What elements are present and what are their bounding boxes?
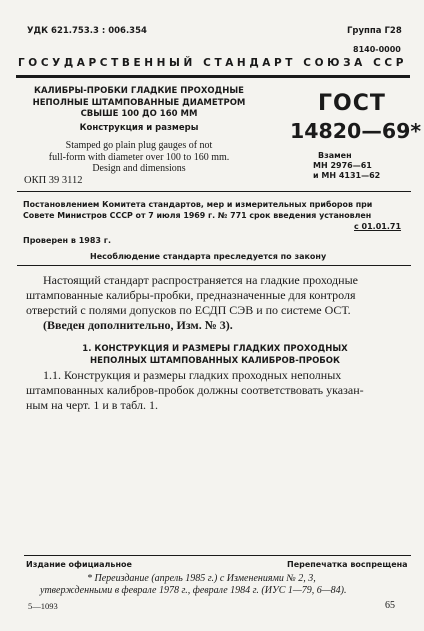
reissue-note-line: утвержденными в феврале 1978 г., феврале 1984 г. (ИУС 1—79, 6—84). <box>40 584 347 596</box>
intro-line: штампованные калибры-пробки, предназначенные для контроля <box>26 288 356 302</box>
reissue-note <box>40 573 415 596</box>
intro-line: Настоящий стандарт распространяется на гладкие проходные <box>43 273 358 287</box>
gost-number: 14820—69* <box>290 119 422 143</box>
replaces-label: Взамен <box>318 151 352 160</box>
okp-code: ОКП 39 3112 <box>24 175 83 186</box>
title-en-line: full-form with diameter over 100 to 160 mm. <box>48 151 230 163</box>
standard-banner: ГОСУДАРСТВЕННЫЙ СТАНДАРТ СОЮЗА ССР <box>18 57 408 69</box>
subtitle-ru: Конструкция и размеры <box>79 122 199 133</box>
section-rule <box>17 191 411 192</box>
section-heading-line: НЕПОЛНЫХ ШТАМПОВАННЫХ КАЛИБРОВ-ПРОБОК <box>90 356 340 366</box>
clause-line: штампованных калибров-пробок должны соответствовать указан- <box>26 383 364 397</box>
clause-line: 1.1. Конструкция и размеры гладких проходных неполных <box>43 368 342 382</box>
banner-rule <box>16 75 410 78</box>
title-en-line: Stamped go plain plug gauges of not <box>65 140 213 151</box>
decree-line: Совете Министров СССР от 7 июля 1969 г. № 771 срок введения установлен <box>23 211 372 220</box>
product-code: 8140-0000 <box>353 45 401 54</box>
title-ru-line: СВЫШЕ 100 ДО 160 ММ <box>80 109 198 119</box>
reissue-note-line: * Переиздание (апрель 1985 г.) с Изменениями № 2, 3, <box>87 573 316 584</box>
print-code: 5—1093 <box>28 601 58 611</box>
clause-line: ным на черт. 1 и в табл. 1. <box>26 398 158 412</box>
decree-rule <box>17 265 411 266</box>
effective-date: с 01.01.71 <box>354 222 402 231</box>
clause-1-1 <box>26 368 404 413</box>
replaces-doc-2: и МН 4131—62 <box>313 171 381 180</box>
decree <box>23 199 413 221</box>
decree-line: Постановлением Комитета стандартов, мер и измерительных приборов при <box>23 200 373 209</box>
title-ru-line: КАЛИБРЫ-ПРОБКИ ГЛАДКИЕ ПРОХОДНЫЕ <box>34 86 244 96</box>
title-en <box>20 140 258 175</box>
section-heading-line: 1. КОНСТРУКЦИЯ И РАЗМЕРЫ ГЛАДКИХ ПРОХОДНЫХ <box>82 344 348 354</box>
official-edition: Издание официальное <box>26 560 132 569</box>
section-heading <box>26 343 404 367</box>
replaces-doc-1: МН 2976—61 <box>313 161 372 170</box>
intro-paragraph <box>26 273 404 318</box>
gost-label: ГОСТ <box>318 91 386 116</box>
checked-note: Проверен в 1983 г. <box>23 236 111 245</box>
page-number: 65 <box>385 600 395 611</box>
udc-code: УДК 621.753.3 : 006.354 <box>27 26 147 36</box>
reprint-notice: Перепечатка воспрещена <box>287 560 408 569</box>
group-code: Группа Г28 <box>347 26 402 36</box>
footer-rule <box>24 555 411 556</box>
title-ru-line: НЕПОЛНЫЕ ШТАМПОВАННЫЕ ДИАМЕТРОМ <box>32 97 246 108</box>
amendment-note: (Введен дополнительно, Изм. № 3). <box>43 318 233 332</box>
intro-line: отверстий с полями допусков по ЕСДП СЭВ и по системе ОСТ. <box>26 303 351 317</box>
title-ru <box>20 86 258 134</box>
title-en-line: Design and dimensions <box>92 163 186 174</box>
warning-note: Несоблюдение стандарта преследуется по закону <box>90 252 327 261</box>
